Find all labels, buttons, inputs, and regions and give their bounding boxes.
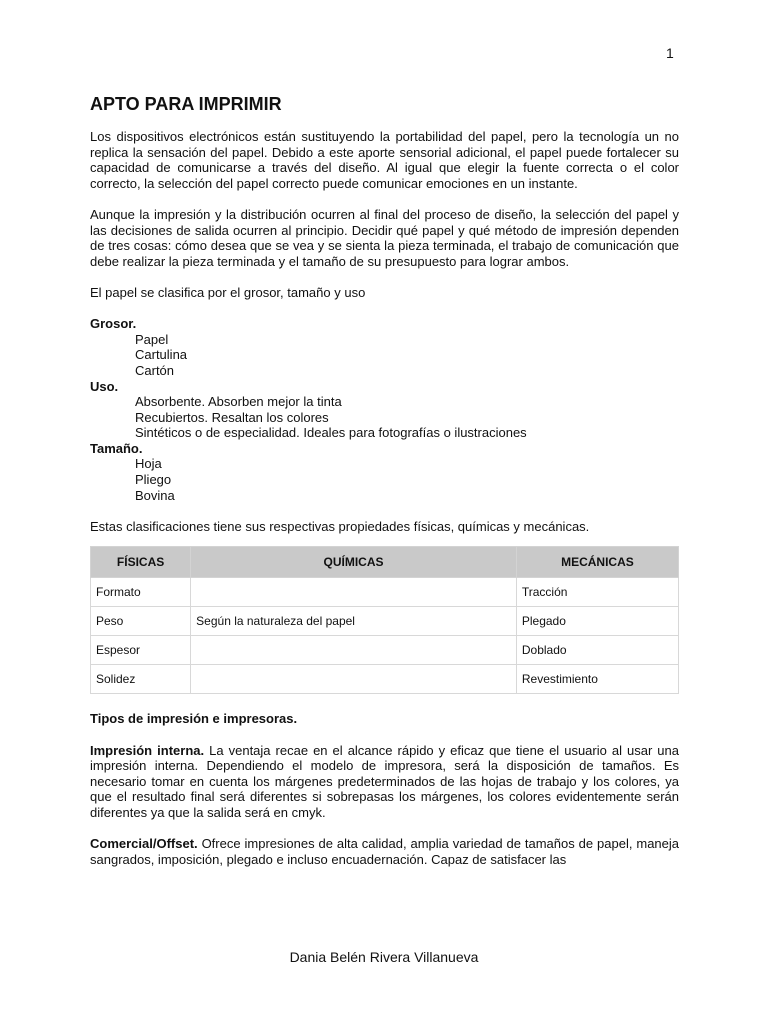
table-cell: Formato	[91, 578, 191, 607]
category-items-tamano	[90, 456, 679, 503]
table-header-row	[91, 547, 679, 578]
page-number: 1	[666, 45, 674, 61]
list-item: Pliego	[135, 472, 172, 488]
paragraph-lead: Impresión interna.	[90, 742, 205, 758]
category-title-tamano: Tamaño.	[90, 440, 143, 456]
table-row	[91, 607, 679, 636]
spacer	[90, 503, 679, 519]
table-intro: Estas clasificaciones tiene sus respectivas propiedades físicas, químicas y mecánicas.	[90, 518, 590, 534]
table-header: MECÁNICAS	[516, 547, 678, 578]
list-item: Papel	[135, 331, 169, 347]
table-row	[91, 636, 679, 665]
table-cell: Plegado	[516, 607, 678, 636]
table-cell: Doblado	[516, 636, 678, 665]
list-item: Bovina	[135, 487, 175, 503]
page-title: APTO PARA IMPRIMIR	[90, 94, 282, 114]
table-cell: Espesor	[91, 636, 191, 665]
list-item: Recubiertos. Resaltan los colores	[135, 409, 329, 425]
table-cell: Revestimiento	[516, 665, 678, 694]
paragraph-classification: El papel se clasifica por el grosor, tamaño y uso	[90, 284, 366, 300]
table-cell	[191, 665, 517, 694]
category-items-uso	[90, 394, 679, 441]
table-cell: Según la naturaleza del papel	[191, 607, 517, 636]
table-header: QUÍMICAS	[191, 547, 517, 578]
properties-table	[90, 546, 679, 694]
page-content	[90, 93, 679, 883]
list-item: Sintéticos o de especialidad. Ideales para fotografías o ilustraciones	[135, 425, 527, 441]
paragraph-lead: Comercial/Offset.	[90, 836, 198, 852]
table-cell: Solidez	[91, 665, 191, 694]
paragraph-text: Ofrece impresiones de alta calidad, amplia variedad de tamaños de papel, maneja sangrados, imposición, plegado e incluso encuadernación. Capaz de satisfacer las	[90, 836, 679, 867]
table-cell	[191, 636, 517, 665]
table-header: FÍSICAS	[91, 547, 191, 578]
table-cell: Peso	[91, 607, 191, 636]
table-row	[91, 578, 679, 607]
list-item: Cartulina	[135, 347, 188, 363]
paragraph-internal-printing	[90, 743, 679, 821]
page-footer-author: Dania Belén Rivera Villanueva	[289, 949, 479, 965]
list-item: Cartón	[135, 362, 175, 378]
category-title-uso: Uso.	[90, 378, 119, 394]
paragraph-intro: Los dispositivos electrónicos están sustituyendo la portabilidad del papel, pero la tecnología un no replica la sensación del papel. Debido a este aporte sensorial adicional, el papel puede fortalecer su capacidad de comunicarse a través del diseño. Al igual que elegir la fuente correcta o el color correcto, la selección del papel correcto puede comunicar emociones en un instante.	[90, 129, 679, 191]
list-item: Hoja	[135, 456, 162, 472]
paragraph-process: Aunque la impresión y la distribución ocurren al final del proceso de diseño, la selección del papel y las decisiones de salida ocurren al principio. Decidir qué papel y qué método de impresión dependen de tres cosas: cómo desea que se vea y se sienta la pieza terminada, el trabajo de comunicación que debe realizar la pieza terminada y el tamaño de su presupuesto para lograr ambos.	[90, 206, 679, 269]
list-item: Absorbente. Absorben mejor la tinta	[135, 394, 342, 410]
section-title: Tipos de impresión e impresoras.	[90, 711, 298, 727]
table-cell	[191, 578, 517, 607]
category-items-grosor	[90, 332, 679, 379]
table-cell: Tracción	[516, 578, 678, 607]
table-row	[91, 665, 679, 694]
paragraph-offset-printing	[90, 836, 679, 867]
category-title-grosor: Grosor.	[90, 316, 137, 332]
paragraph-text: La ventaja recae en el alcance rápido y eficaz que tiene el usuario al usar una impresión interna. Dependiendo el modelo de impresora, será la disposición de tamaños. Es necesario tomar en cuenta los márgenes predeterminados de las hojas de trabajo y los colores, ya que el resultado final será diferentes si sobrepasas los márgenes, los colores evidentemente serán diferentes ya que la salida será en cmyk.	[90, 742, 679, 820]
classification-list	[90, 316, 679, 503]
